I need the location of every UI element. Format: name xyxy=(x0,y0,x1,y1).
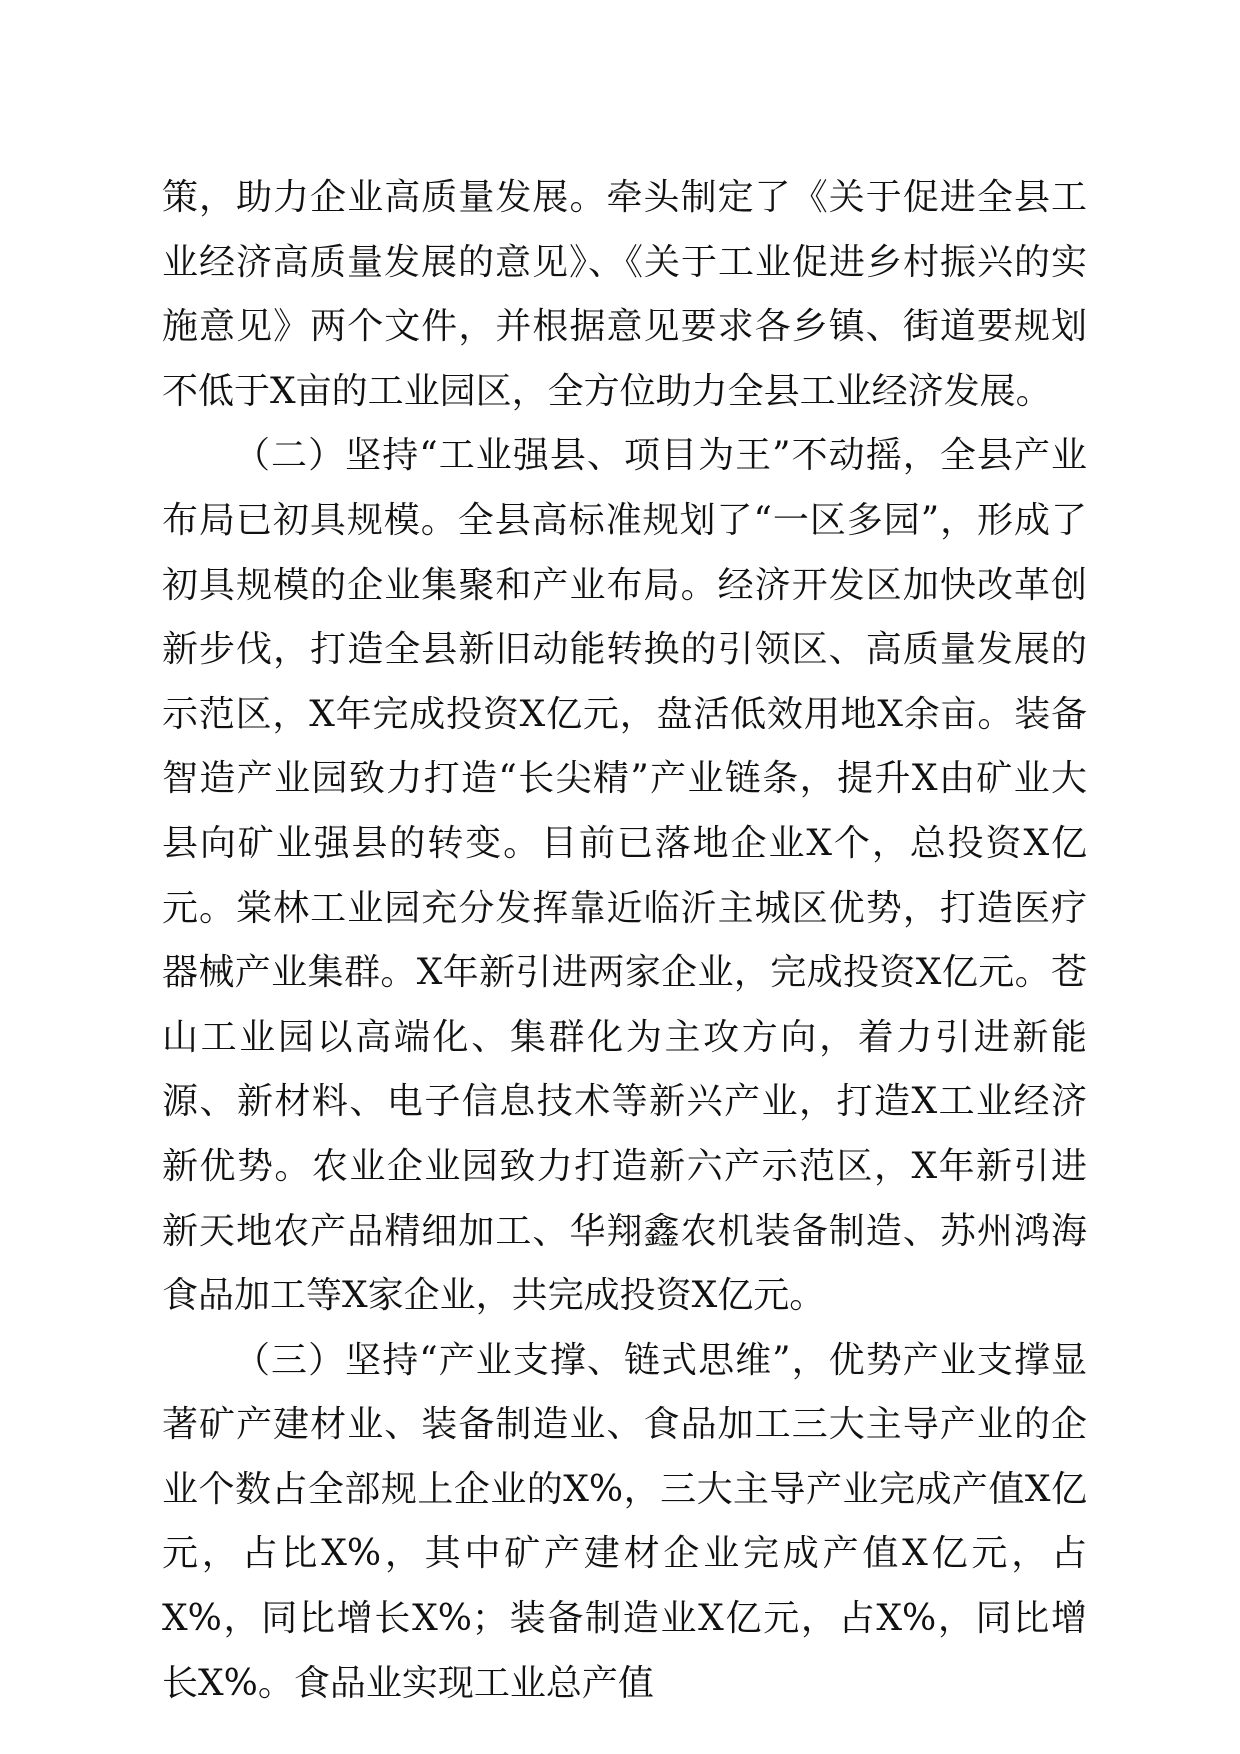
paragraph-section-3: （三）坚持“产业支撑、链式思维”，优势产业支撑显著矿产建材业、装备制造业、食品加工三大主导产业的企业个数占全部规上企业的X%，三大主导产业完成产值X亿元，占比X%，其中矿产建材企业完成产值X亿元，占X%，同比增长X%；装备制造业X亿元，占X%，同比增长X%。食品业实现工业总产值 xyxy=(162,1339,1087,1704)
paragraph-section-2: （二）坚持“工业强县、项目为王”不动摇，全县产业布局已初具规模。全县高标准规划了“一区多园”，形成了初具规模的企业集聚和产业布局。经济开发区加快改革创新步伐，打造全县新旧动能转换的引领区、高质量发展的示范区，X年完成投资X亿元，盘活低效用地X余亩。装备智造产业园致力打造“长尖精”产业链条，提升X由矿业大县向矿业强县的转变。目前已落地企业X个，总投资X亿元。棠林工业园充分发挥靠近临沂主城区优势，打造医疗器械产业集群。X年新引进两家企业，完成投资X亿元。苍山工业园以高端化、集群化为主攻方向，着力引进新能源、新材料、电子信息技术等新兴产业，打造X工业经济新优势。农业企业园致力打造新六产示范区，X年新引进新天地农产品精细加工、华翔鑫农机装备制造、苏州鸿海食品加工等X家企业，共完成投资X亿元。 xyxy=(162,435,1087,1317)
document-body xyxy=(162,166,1087,1716)
paragraph-continuation: 策，助力企业高质量发展。牵头制定了《关于促进全县工业经济高质量发展的意见》、《关于工业促进乡村振兴的实施意见》两个文件，并根据意见要求各乡镇、街道要规划不低于X亩的工业园区，全方位助力全县工业经济发展。 xyxy=(162,177,1087,412)
